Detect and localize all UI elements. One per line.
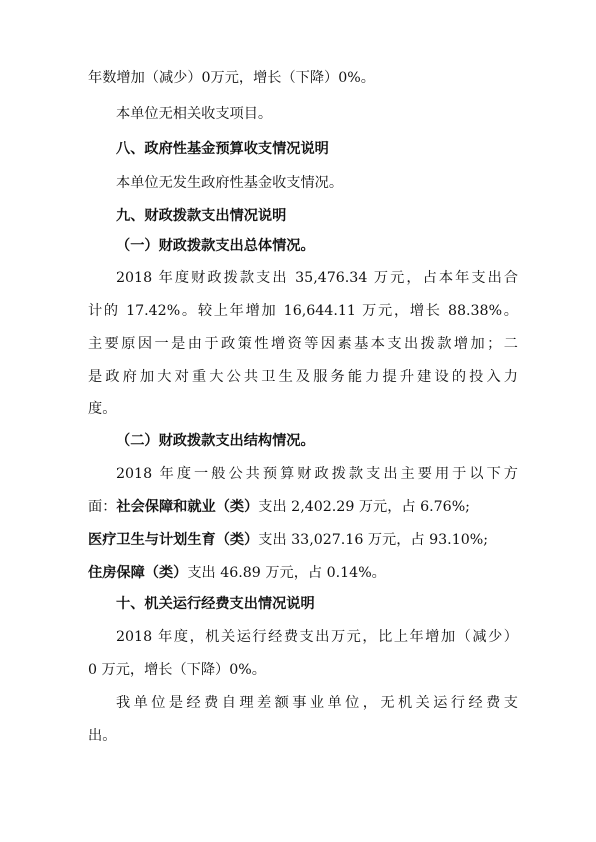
text-line: 0 万元，增长（下降）0%。 <box>88 662 266 678</box>
text-line: 主要原因一是由于政策性增资等因素基本支出拨款增加；二 <box>88 336 518 352</box>
text-line: 2018 年度一般公共预算财政拨款支出主要用于以下方 <box>116 466 518 482</box>
section-heading: 十、机关运行经费支出情况说明 <box>116 596 315 612</box>
text-line: 是政府加大对重大公共卫生及服务能力提升建设的投入力 <box>88 369 518 385</box>
bold-category: 医疗卫生与计划生育（类） <box>88 532 259 548</box>
text-line: 2018 年度财政拨款支出 35,476.34 万元，占本年支出合 <box>116 270 518 286</box>
text-line: 度。 <box>88 401 117 417</box>
subsection-heading: （一）财政拨款支出总体情况。 <box>116 238 315 254</box>
section-heading: 八、政府性基金预算收支情况说明 <box>116 141 329 157</box>
text-line: 本单位无发生政府性基金收支情况。 <box>116 175 344 191</box>
text-line <box>88 497 518 517</box>
subsection-heading: （二）财政拨款支出结构情况。 <box>116 433 315 449</box>
text-line: 2018 年度，机关运行经费支出万元，比上年增加（减少） <box>116 629 518 645</box>
text-line <box>88 563 518 583</box>
text-run: 面： <box>88 499 117 515</box>
text-line: 年数增加（减少）0万元，增长（下降）0%。 <box>88 70 375 86</box>
text-line: 我单位是经费自理差额事业单位，无机关运行经费支 <box>116 695 518 711</box>
bold-category: 住房保障（类） <box>88 565 188 581</box>
text-run: 支出 46.89 万元，占 0.14%。 <box>187 565 386 581</box>
text-run: 支出 2,402.29 万元，占 6.76%; <box>258 499 470 515</box>
text-line: 计的 17.42%。较上年增加 16,644.11 万元，增长 88.38%。 <box>88 303 518 319</box>
bold-category: 社会保障和就业（类） <box>116 499 259 515</box>
text-run: 支出 33,027.16 万元，占 93.10%; <box>258 532 489 548</box>
text-line: 本单位无相关收支项目。 <box>116 106 273 122</box>
text-line <box>88 530 518 550</box>
section-heading: 九、财政拨款支出情况说明 <box>116 208 287 224</box>
text-line: 出。 <box>88 728 117 744</box>
